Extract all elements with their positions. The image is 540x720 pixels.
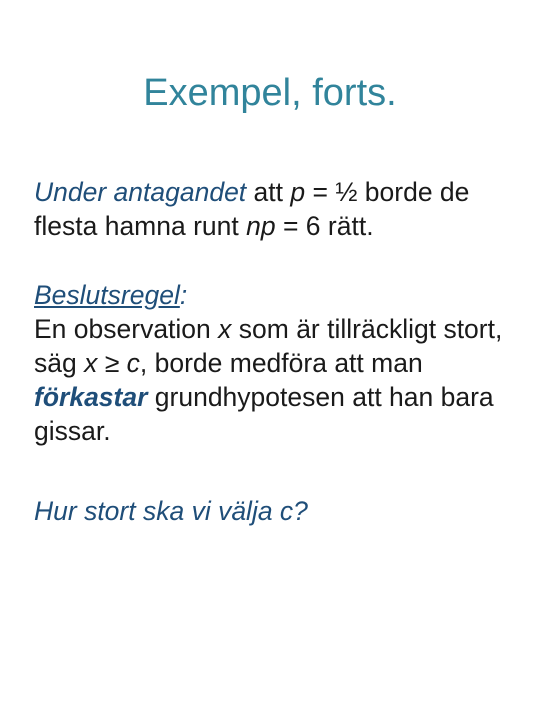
var-x-1: x [218,314,232,344]
assumption-text-1: att [246,177,291,207]
slide-title: Exempel, forts. [143,72,397,114]
decision-rule-colon: : [179,280,188,310]
assumption-lead: Under antagandet [34,177,247,207]
rule-text-3: ≥ [97,348,127,378]
decision-rule-paragraph [34,278,514,448]
question-text: Hur stort ska vi välja c? [34,496,308,526]
var-x-2: x [84,348,98,378]
rule-text-1: En observation [34,314,219,344]
decision-rule-heading: Beslutsregel [34,280,180,310]
assumption-paragraph [34,175,514,243]
var-c: c [126,348,140,378]
assumption-text-2: = ½ borde de flesta hamna runt [34,177,470,241]
var-p: p [290,177,306,207]
var-np: np [246,211,276,241]
rule-text-4: , borde medföra att man [139,348,423,378]
assumption-text-3: = 6 rätt. [275,211,374,241]
rule-text-5: grundhypotesen att han bara gissar. [34,382,494,446]
rule-emphasis: förkastar [34,382,148,412]
rule-text-2: som är tillräckligt stort, säg [34,314,503,378]
